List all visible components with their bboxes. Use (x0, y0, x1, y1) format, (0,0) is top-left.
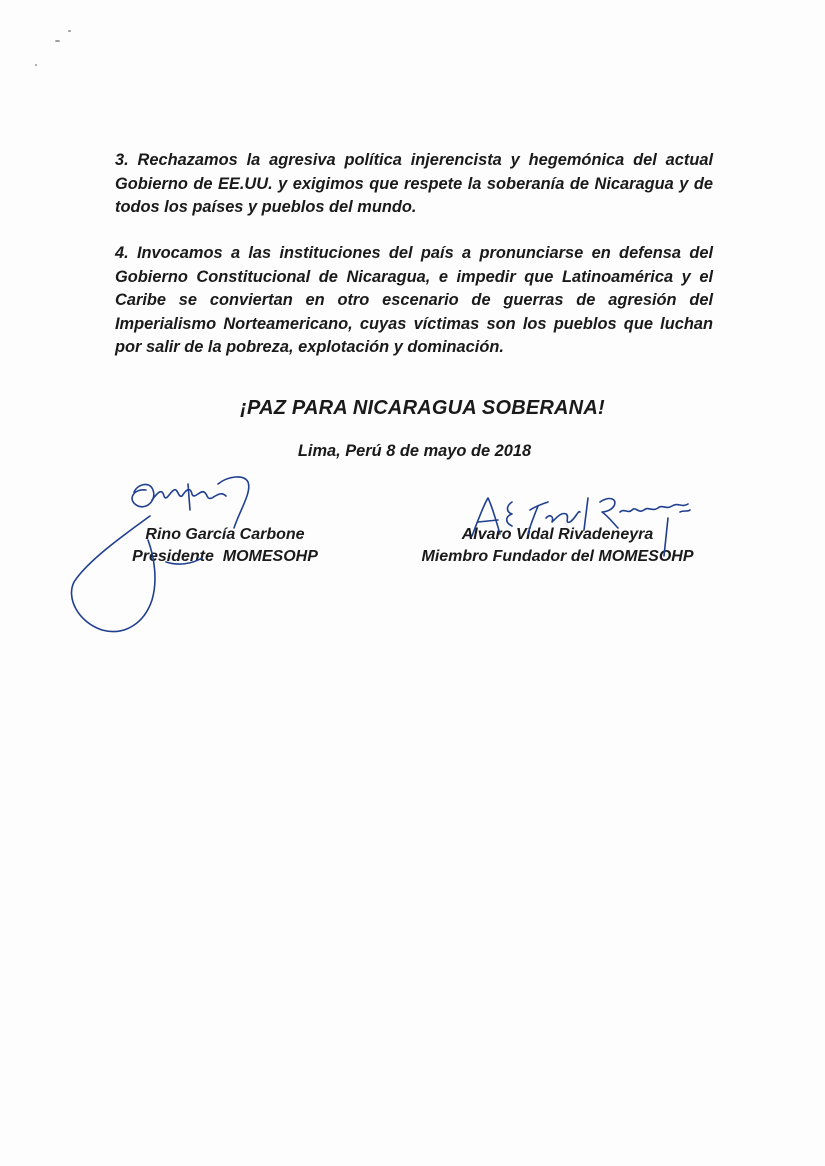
place-and-date: Lima, Perú 8 de mayo de 2018 (297, 442, 532, 460)
paragraph-4: 4. Invocamos a las instituciones del país a pronunciarse en defensa del Gobierno Constitucional de Nicaragua, e impedir que Latinoamérica y el Caribe se conviertan en otro escenario de guerras de agresión del Imperialismo Norteamericano, cuyas víctimas son los pueblos que luchan por salir de la pobreza, explotación y dominación. (115, 244, 713, 356)
scan-speck (35, 64, 37, 66)
scan-speck (55, 40, 60, 42)
signer-role: Miembro Fundador del MOMESOHP (421, 548, 694, 565)
signer-role: Presidente MOMESOHP (132, 548, 318, 565)
closing-slogan: ¡PAZ PARA NICARAGUA SOBERANA! (240, 397, 605, 419)
signer-name: Alvaro Vidal Rivadeneyra (461, 526, 654, 543)
paragraph-3: 3. Rechazamos la agresiva política injerencista y hegemónica del actual Gobierno de EE.UU. y exigimos que respete la soberanía de Nicaragua y de todos los países y pueblos del mundo. (115, 151, 713, 216)
signature-block-founder (405, 524, 710, 568)
scan-speck (68, 30, 71, 32)
signer-name: Rino García Carbone (145, 526, 305, 543)
signature-block-president (100, 524, 350, 568)
